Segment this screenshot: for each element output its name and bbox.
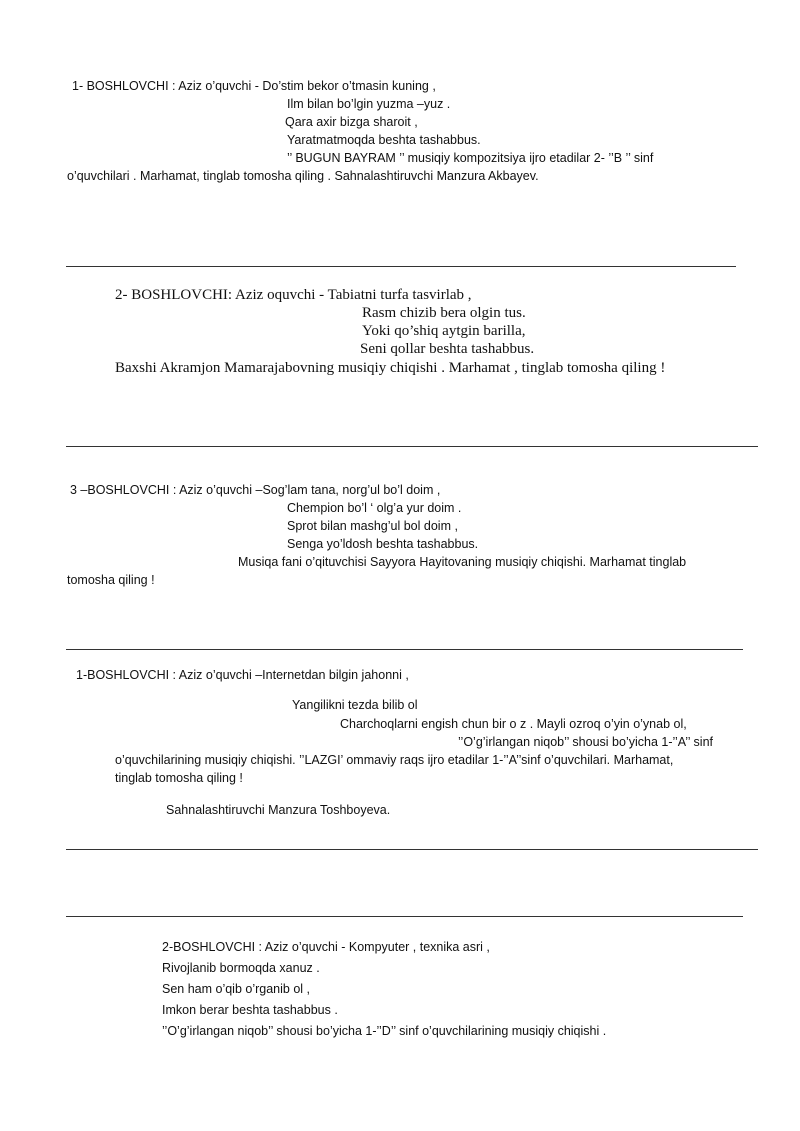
block3-line5: Musiqa fani o’qituvchisi Sayyora Hayitovaning musiqiy chiqishi. Marhamat tinglab xyxy=(238,555,687,569)
block4-line7: Sahnalashtiruvchi Manzura Toshboyeva. xyxy=(166,803,391,817)
block5-line4: Imkon berar beshta tashabbus . xyxy=(162,1003,338,1017)
block3-line4: Senga yo’ldosh beshta tashabbus. xyxy=(287,537,479,551)
divider xyxy=(66,649,743,650)
block2-line1: 2- BOSHLOVCHI: Aziz oquvchi - Tabiatni turfa tasvirlab , xyxy=(115,287,472,303)
divider xyxy=(66,916,743,917)
block1-line1: 1- BOSHLOVCHI : Aziz o’quvchi - Do’stim bekor o’tmasin kuning , xyxy=(72,79,436,93)
block2-line5: Baxshi Akramjon Mamarajabovning musiqiy chiqishi . Marhamat , tinglab tomosha qiling ! xyxy=(115,360,666,376)
block5-line5: ’’O’g’irlangan niqob’’ shousi bo’yicha 1-’’D’’ sinf o’quvchilarining musiqiy chiqishi . xyxy=(162,1024,607,1038)
block4-line6: tinglab tomosha qiling ! xyxy=(115,771,243,785)
block3-line6: tomosha qiling ! xyxy=(67,573,155,587)
block1-line4: Yaratmatmoqda beshta tashabbus. xyxy=(287,133,481,147)
block5-line3: Sen ham o’qib o’rganib ol , xyxy=(162,982,311,996)
block4-line5: o’quvchilarining musiqiy chiqishi. ’’LAZGI’ ommaviy raqs ijro etadilar 1-’’A’’sinf o’quvchilari. Marhamat, xyxy=(115,753,674,767)
divider xyxy=(66,849,758,850)
block5-line2: Rivojlanib bormoqda xanuz . xyxy=(162,961,320,975)
block4-line3: Charchoqlarni engish chun bir o z . Mayli ozroq o’yin o’ynab ol, xyxy=(340,717,687,731)
block3-line3: Sprot bilan mashg’ul bol doim , xyxy=(287,519,458,533)
block4-line2: Yangilikni tezda bilib ol xyxy=(292,698,418,712)
block1-line2: Ilm bilan bo’lgin yuzma –yuz . xyxy=(287,97,451,111)
block2-line2: Rasm chizib bera olgin tus. xyxy=(362,305,526,321)
block2-line3: Yoki qo’shiq aytgin barilla, xyxy=(362,323,526,339)
divider xyxy=(66,266,736,267)
block2-line4: Seni qollar beshta tashabbus. xyxy=(360,341,535,357)
block5-line1: 2-BOSHLOVCHI : Aziz o’quvchi - Kompyuter , texnika asri , xyxy=(162,940,490,954)
block1-line6: o’quvchilari . Marhamat, tinglab tomosha qiling . Sahnalashtiruvchi Manzura Akbayev. xyxy=(67,169,539,183)
divider xyxy=(66,446,758,447)
block4-line4: ’’O’g’irlangan niqob’’ shousi bo’yicha 1-’’A’’ sinf xyxy=(458,735,714,749)
block1-line3: Qara axir bizga sharoit , xyxy=(285,115,418,129)
block3-line1: 3 –BOSHLOVCHI : Aziz o’quvchi –Sog’lam tana, norg’ul bo’l doim , xyxy=(70,483,441,497)
block4-line1: 1-BOSHLOVCHI : Aziz o’quvchi –Internetdan bilgin jahonni , xyxy=(76,668,409,682)
block1-line5: ’’ BUGUN BAYRAM ’’ musiqiy kompozitsiya ijro etadilar 2- ’’B ’’ sinf xyxy=(287,151,654,165)
block3-line2: Chempion bo’l ‘ olg’a yur doim . xyxy=(287,501,462,515)
